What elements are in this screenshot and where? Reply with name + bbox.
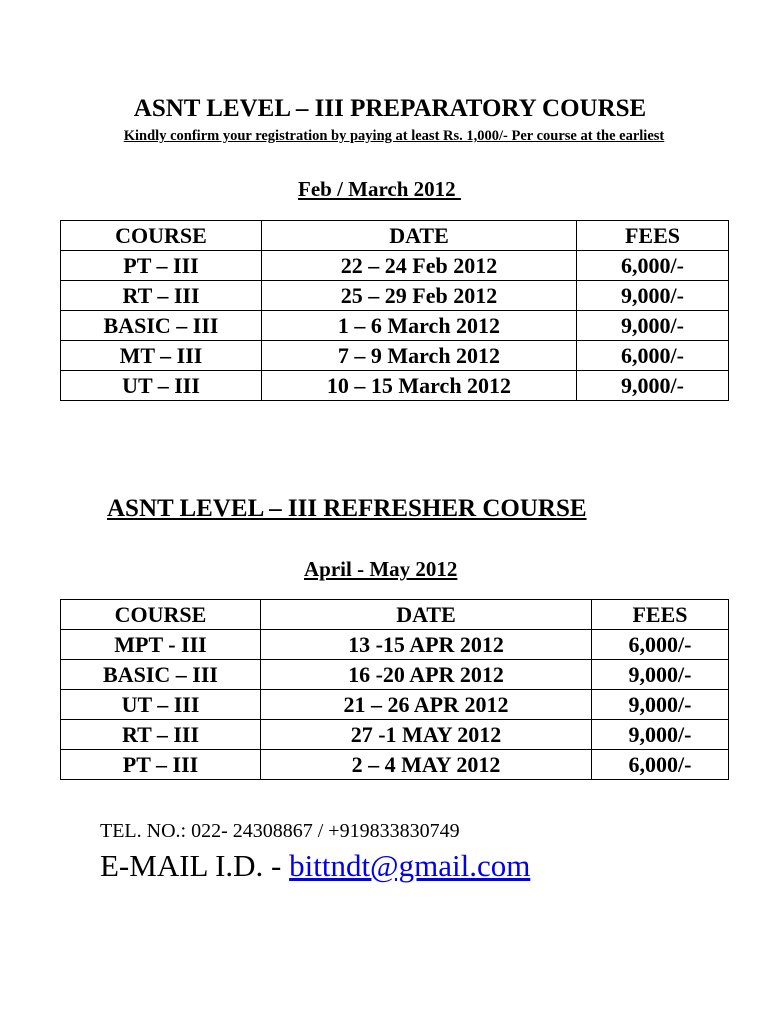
fees-cell: 9,000/-: [577, 311, 729, 341]
date-cell: 21 – 26 APR 2012: [261, 690, 592, 720]
date-cell: 25 – 29 Feb 2012: [262, 281, 577, 311]
fees-cell: 9,000/-: [592, 660, 729, 690]
table-row: [61, 281, 729, 311]
course-cell: BASIC – III: [61, 311, 262, 341]
table-row: [61, 660, 729, 690]
header-course: COURSE: [61, 600, 261, 630]
date-cell: 13 -15 APR 2012: [261, 630, 592, 660]
telephone-numbers: TEL. NO.: 022- 24308867 / +919833830749: [100, 820, 460, 842]
course-cell: RT – III: [61, 720, 261, 750]
email-line: [100, 846, 530, 886]
course-cell: MPT - III: [61, 630, 261, 660]
header-fees: FEES: [592, 600, 729, 630]
table-row: [61, 311, 729, 341]
email-link[interactable]: bittndt@gmail.com: [289, 848, 531, 883]
fees-cell: 6,000/-: [592, 750, 729, 780]
table-row: [61, 371, 729, 401]
table-header-row: [61, 221, 729, 251]
fees-cell: 6,000/-: [592, 630, 729, 660]
date-cell: 27 -1 MAY 2012: [261, 720, 592, 750]
preparatory-schedule-table: [60, 220, 729, 401]
refresher-title: ASNT LEVEL – III REFRESHER COURSE: [107, 495, 587, 522]
fees-cell: 6,000/-: [577, 251, 729, 281]
preparatory-period: Feb / March 2012: [298, 177, 461, 201]
fees-cell: 9,000/-: [592, 720, 729, 750]
preparatory-title: ASNT LEVEL – III PREPARATORY COURSE: [133, 95, 647, 122]
table-header-row: [61, 600, 729, 630]
table-row: [61, 341, 729, 371]
date-cell: 2 – 4 MAY 2012: [261, 750, 592, 780]
date-cell: 22 – 24 Feb 2012: [262, 251, 577, 281]
fees-cell: 6,000/-: [577, 341, 729, 371]
table-row: [61, 720, 729, 750]
date-cell: 7 – 9 March 2012: [262, 341, 577, 371]
header-date: DATE: [261, 600, 592, 630]
header-date: DATE: [262, 221, 577, 251]
table-row: [61, 251, 729, 281]
date-cell: 1 – 6 March 2012: [262, 311, 577, 341]
date-cell: 10 – 15 March 2012: [262, 371, 577, 401]
fees-cell: 9,000/-: [577, 371, 729, 401]
refresher-period: April - May 2012: [304, 557, 458, 581]
course-cell: PT – III: [61, 750, 261, 780]
date-cell: 16 -20 APR 2012: [261, 660, 592, 690]
fees-cell: 9,000/-: [577, 281, 729, 311]
refresher-schedule-table: [60, 599, 729, 780]
email-label: E-MAIL I.D. -: [100, 848, 290, 883]
table-row: [61, 630, 729, 660]
registration-note: Kindly confirm your registration by paying at least Rs. 1,000/- Per course at the earliest: [123, 128, 665, 144]
course-cell: BASIC – III: [61, 660, 261, 690]
table-row: [61, 690, 729, 720]
header-course: COURSE: [61, 221, 262, 251]
fees-cell: 9,000/-: [592, 690, 729, 720]
course-cell: UT – III: [61, 371, 262, 401]
table-row: [61, 750, 729, 780]
course-cell: RT – III: [61, 281, 262, 311]
course-cell: MT – III: [61, 341, 262, 371]
course-cell: PT – III: [61, 251, 262, 281]
header-fees: FEES: [577, 221, 729, 251]
course-cell: UT – III: [61, 690, 261, 720]
